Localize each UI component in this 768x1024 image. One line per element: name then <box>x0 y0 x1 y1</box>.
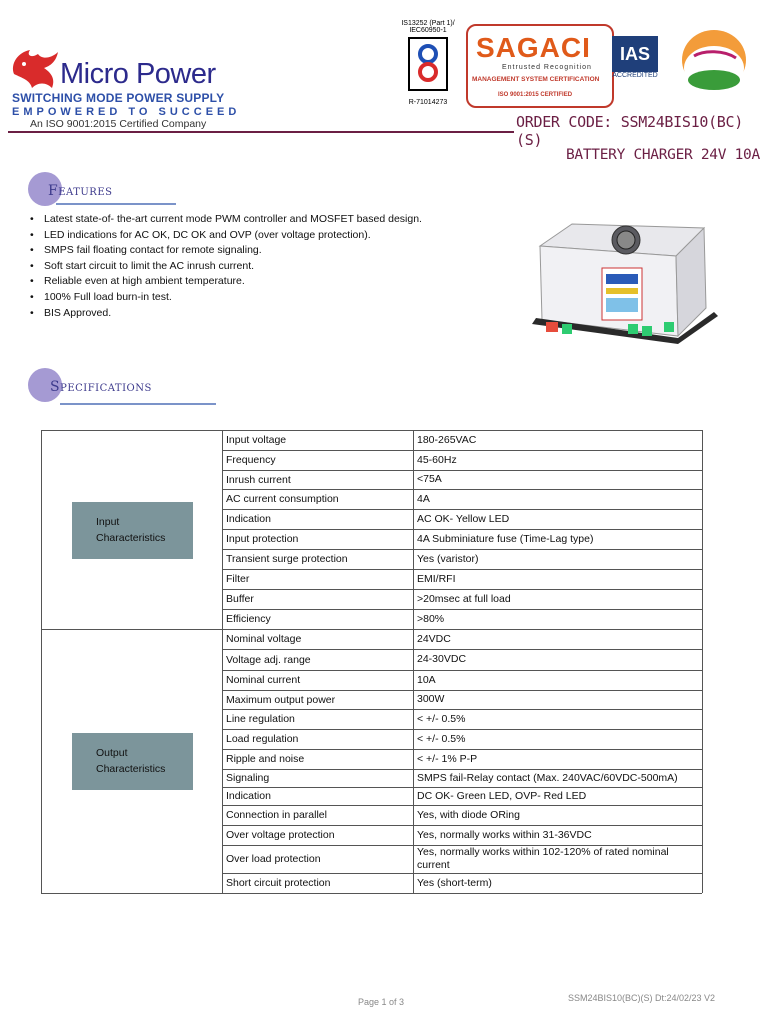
spec-parameter: Over voltage protection <box>226 829 335 841</box>
features-list <box>30 212 422 321</box>
spec-parameter: Connection in parallel <box>226 809 327 821</box>
feature-item: • Soft start circuit to limit the AC inrush current. <box>30 259 422 275</box>
spec-parameter: Filter <box>226 573 250 585</box>
product-title: BATTERY CHARGER 24V 10A <box>566 147 760 163</box>
table-border-right <box>702 430 703 893</box>
sagaci-cert-text: MANAGEMENT SYSTEM CERTIFICATION <box>472 76 600 83</box>
spec-value: < +/- 0.5% <box>417 712 466 725</box>
feature-item: • Reliable even at high ambient temperature. <box>30 274 422 290</box>
bis-standard-line1: IS13252 (Part 1)/ <box>401 20 455 27</box>
spec-value: < +/- 1% P-P <box>417 752 478 765</box>
spec-value: 180-265VAC <box>417 433 477 446</box>
order-code: ORDER CODE: SSM24BIS10(BC)(S) <box>516 113 744 149</box>
iso-certified-text: An ISO 9001:2015 Certified Company <box>30 118 207 130</box>
bis-standard-icon <box>396 34 460 94</box>
document-code: SSM24BIS10(BC)(S) Dt:24/02/23 V2 <box>568 993 716 1003</box>
spec-value: Yes, with diode ORing <box>417 808 520 821</box>
dragon-logo-icon <box>8 44 64 94</box>
spec-parameter: Nominal voltage <box>226 633 302 645</box>
bis-certification-mark <box>396 20 460 112</box>
table-border-left <box>41 430 42 893</box>
spec-value: < +/- 0.5% <box>417 732 466 745</box>
sagaci-iso-text: ISO 9001:2015 CERTIFIED <box>498 92 573 98</box>
spec-value: EMI/RFI <box>417 572 456 585</box>
header-divider <box>8 131 514 133</box>
feature-item: • SMPS fail floating contact for remote signaling. <box>30 243 422 259</box>
bis-license-number: R-71014273 <box>408 99 448 106</box>
spec-value: Yes, normally works within 31-36VDC <box>417 828 592 841</box>
spec-parameter: Indication <box>226 790 271 802</box>
spec-parameter: Nominal current <box>226 674 301 686</box>
spec-value: 4A <box>417 492 430 505</box>
features-underline <box>56 203 176 205</box>
spec-value: 24VDC <box>417 632 451 645</box>
feature-item: • Latest state-of- the-art current mode PWM controller and MOSFET based design. <box>30 212 422 228</box>
bis-standard-line2: IEC60950-1 <box>409 27 447 34</box>
table-column-divider <box>413 430 414 893</box>
table-group-divider <box>41 893 702 894</box>
spec-parameter: Inrush current <box>226 473 291 486</box>
spec-value: >80% <box>417 612 445 625</box>
spec-group-label: Output Characteristics <box>72 733 193 790</box>
brand-name: Micro Power <box>60 58 216 90</box>
feature-item: • LED indications for AC OK, DC OK and OVP (over voltage protection). <box>30 228 422 244</box>
spec-parameter: Input voltage <box>226 434 287 446</box>
spec-parameter: Short circuit protection <box>226 877 331 889</box>
brand-slogan: EMPOWERED TO SUCCEED <box>12 106 241 118</box>
spec-parameter: Load regulation <box>226 733 299 745</box>
spec-value: 300W <box>417 693 445 705</box>
sagaci-name: SAGACI <box>476 32 591 63</box>
feature-item: • BIS Approved. <box>30 306 422 322</box>
spec-value: 10A <box>417 673 436 686</box>
spec-group-label: Input Characteristics <box>72 502 193 559</box>
spec-parameter: Maximum output power <box>226 693 336 706</box>
page-number: Page 1 of 3 <box>358 997 405 1007</box>
spec-parameter: AC current consumption <box>226 493 339 505</box>
spec-value: AC OK- Yellow LED <box>417 512 510 525</box>
spec-value: SMPS fail-Relay contact (Max. 240VAC/60VDC-500mA) <box>417 771 678 784</box>
spec-value: 4A Subminiature fuse (Time-Lag type) <box>417 532 594 545</box>
spec-parameter: Frequency <box>226 454 276 466</box>
tricolor-emblem-icon <box>680 28 748 92</box>
features-heading: Features <box>48 183 113 199</box>
product-photo <box>528 216 724 366</box>
ias-name: IAS <box>612 36 658 72</box>
spec-parameter: Indication <box>226 513 271 525</box>
spec-value: 24-30VDC <box>417 653 467 665</box>
feature-item: • 100% Full load burn-in test. <box>30 290 422 306</box>
sagaci-certification-logo <box>466 24 614 108</box>
spec-parameter: Transient surge protection <box>226 553 348 565</box>
spec-parameter: Signaling <box>226 772 270 784</box>
ias-accredited-text: ACCREDITED <box>612 72 658 79</box>
brand-tagline: SWITCHING MODE POWER SUPPLY <box>12 91 225 105</box>
spec-parameter: Over load protection <box>226 853 321 865</box>
spec-parameter: Voltage adj. range <box>226 653 311 666</box>
sagaci-tagline: Entrusted Recognition <box>502 64 592 71</box>
spec-parameter: Buffer <box>226 593 254 605</box>
specifications-table <box>41 430 702 906</box>
spec-parameter: Line regulation <box>226 713 295 725</box>
spec-parameter: Efficiency <box>226 613 271 625</box>
spec-value: >20msec at full load <box>417 592 511 605</box>
spec-value: Yes (short-term) <box>417 876 492 889</box>
spec-value: 45-60Hz <box>417 453 457 466</box>
spec-value: <75A <box>417 473 442 485</box>
spec-value: DC OK- Green LED, OVP- Red LED <box>417 789 587 802</box>
spec-value: Yes, normally works within 102-120% of rated nominal current <box>417 846 669 871</box>
specifications-underline <box>60 403 216 405</box>
spec-value: Yes (varistor) <box>417 552 479 565</box>
ias-accredited-logo <box>612 36 658 104</box>
specifications-heading: Specifications <box>50 379 152 395</box>
spec-parameter: Ripple and noise <box>226 753 305 765</box>
table-column-divider <box>222 430 223 893</box>
spec-parameter: Input protection <box>226 533 299 545</box>
